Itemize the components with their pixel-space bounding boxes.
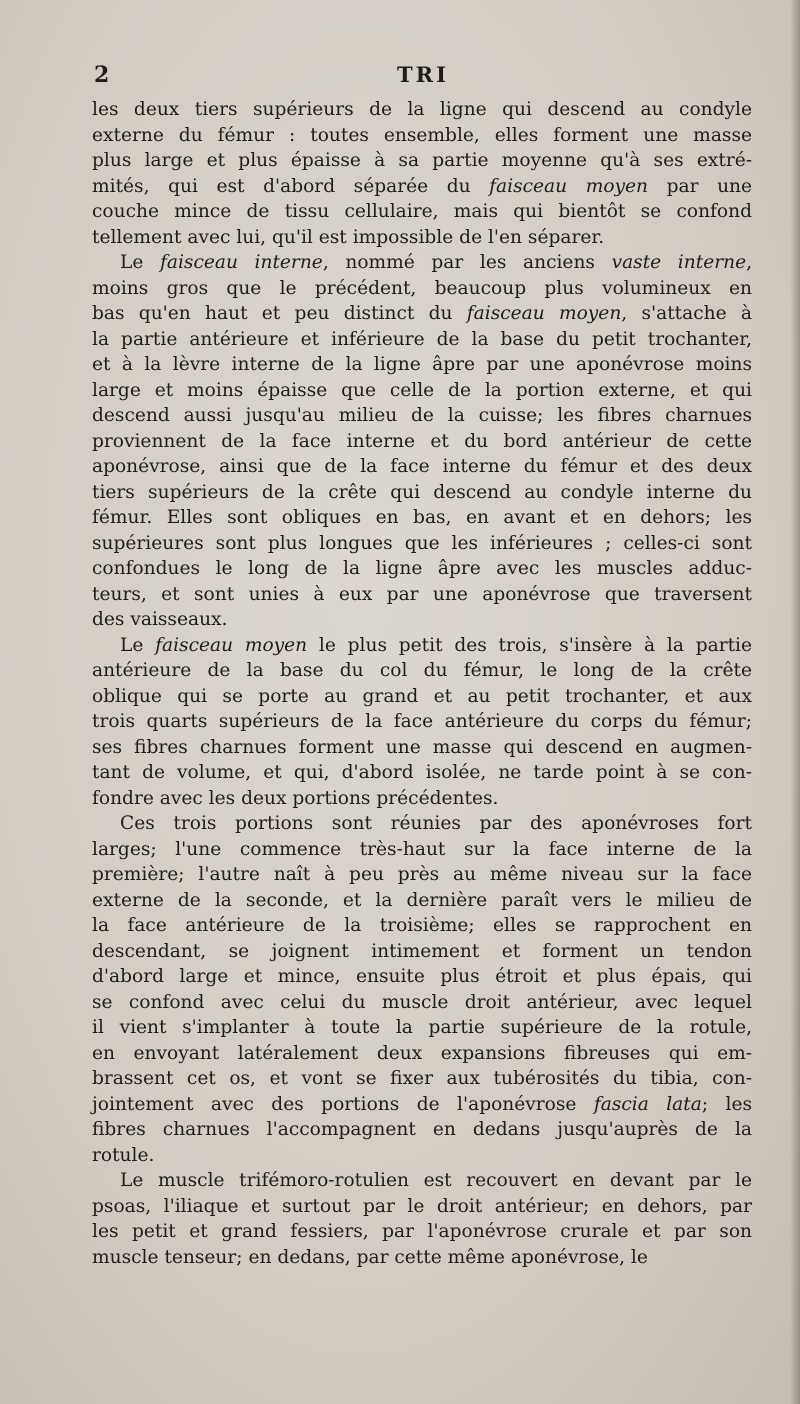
text-line: bas qu'en haut et peu distinct du faisceau moyen, s'attache à <box>92 303 752 324</box>
text-line: les petit et grand fessiers, par l'aponévrose crurale et par son <box>92 1221 752 1242</box>
text-line: Le muscle trifémoro-rotulien est recouvert en devant par le <box>120 1170 752 1191</box>
text-line: ses fibres charnues forment une masse qui descend en augmen- <box>92 736 752 758</box>
text-line: descendant, se joignent intimement et forment un tendon <box>92 940 752 962</box>
text-line: tiers supérieurs de la crête qui descend au condyle interne du <box>92 481 752 503</box>
text-line: confondues le long de la ligne âpre avec les muscles adduc- <box>92 558 752 579</box>
paragraph <box>92 811 752 1168</box>
text-line: psoas, l'iliaque et surtout par le droit antérieur; en dehors, par <box>92 1195 752 1217</box>
text-line: teurs, et sont unies à eux par une aponévrose que traversent <box>92 583 752 605</box>
paragraph <box>92 250 752 633</box>
text-line: moins gros que le précédent, beaucoup plus volumineux en <box>92 277 752 299</box>
text-line: Le faisceau interne, nommé par les anciens vaste interne, <box>120 252 752 273</box>
body-text <box>92 97 752 1270</box>
text-line: larges; l'une commence très-haut sur la face interne de la <box>92 838 752 860</box>
text-line: en envoyant latéralement deux expansions fibreuses qui em- <box>92 1042 752 1064</box>
text-line: se confond avec celui du muscle droit antérieur, avec lequel <box>92 991 752 1013</box>
text-line: Le faisceau moyen le plus petit des trois, s'insère à la partie <box>120 634 753 656</box>
text-line: fémur. Elles sont obliques en bas, en avant et en dehors; les <box>92 507 752 528</box>
paragraph <box>92 97 752 250</box>
text-line: muscle tenseur; en dedans, par cette même aponévrose, le <box>92 1246 648 1268</box>
text-line: descend aussi jusqu'au milieu de la cuisse; les fibres charnues <box>92 405 752 426</box>
text-line: la partie antérieure et inférieure de la base du petit trochanter, <box>92 328 752 350</box>
text-line: Ces trois portions sont réunies par des aponévroses fort <box>120 813 752 834</box>
text-line: jointement avec des portions de l'aponévrose fascia lata; les <box>92 1093 752 1115</box>
page-header <box>92 62 754 96</box>
text-line: trois quarts supérieurs de la face antérieure du corps du fémur; <box>92 711 752 732</box>
text-line: des vaisseaux. <box>92 609 228 630</box>
paragraph <box>92 1168 752 1270</box>
paragraph <box>92 633 752 812</box>
text-line: large et moins épaisse que celle de la portion externe, et qui <box>92 379 752 401</box>
text-line: tellement avec lui, qu'il est impossible de l'en séparer. <box>92 226 605 248</box>
text-line: rotule. <box>92 1144 155 1166</box>
text-line: brassent cet os, et vont se fixer aux tubérosités du tibia, con- <box>92 1068 752 1089</box>
text-line: oblique qui se porte au grand et au petit trochanter, et aux <box>92 685 752 707</box>
text-line: tant de volume, et qui, d'abord isolée, ne tarde point à se con- <box>92 762 752 783</box>
text-line: première; l'autre naît à peu près au même niveau sur la face <box>92 864 752 885</box>
text-line: aponévrose, ainsi que de la face interne du fémur et des deux <box>92 456 752 477</box>
text-line: mités, qui est d'abord séparée du faisceau moyen par une <box>92 175 753 197</box>
text-line: fondre avec les deux portions précédentes. <box>92 787 499 809</box>
text-line: et à la lèvre interne de la ligne âpre par une aponévrose moins <box>92 354 752 375</box>
text-line: plus large et plus épaisse à sa partie moyenne qu'à ses extré- <box>92 150 752 171</box>
running-head: TRI <box>397 62 449 87</box>
text-line: supérieures sont plus longues que les inférieures ; celles-ci sont <box>92 532 752 554</box>
text-line: d'abord large et mince, ensuite plus étroit et plus épais, qui <box>92 966 752 987</box>
page-number: 2 <box>94 62 110 88</box>
text-line: la face antérieure de la troisième; elles se rapprochent en <box>92 915 752 936</box>
text-line: fibres charnues l'accompagnent en dedans jusqu'auprès de la <box>92 1119 752 1140</box>
text-line: externe de la seconde, et la dernière paraît vers le milieu de <box>92 889 752 911</box>
text-line: externe du fémur : toutes ensemble, elles forment une masse <box>92 124 752 146</box>
text-line: proviennent de la face interne et du bord antérieur de cette <box>92 430 752 452</box>
text-line: les deux tiers supérieurs de la ligne qui descend au condyle <box>92 99 752 120</box>
text-line: antérieure de la base du col du fémur, le long de la crête <box>92 660 752 681</box>
text-line: il vient s'implanter à toute la partie supérieure de la rotule, <box>92 1017 752 1038</box>
page-edge-shadow <box>790 0 800 1404</box>
text-line: couche mince de tissu cellulaire, mais qui bientôt se confond <box>92 201 752 222</box>
